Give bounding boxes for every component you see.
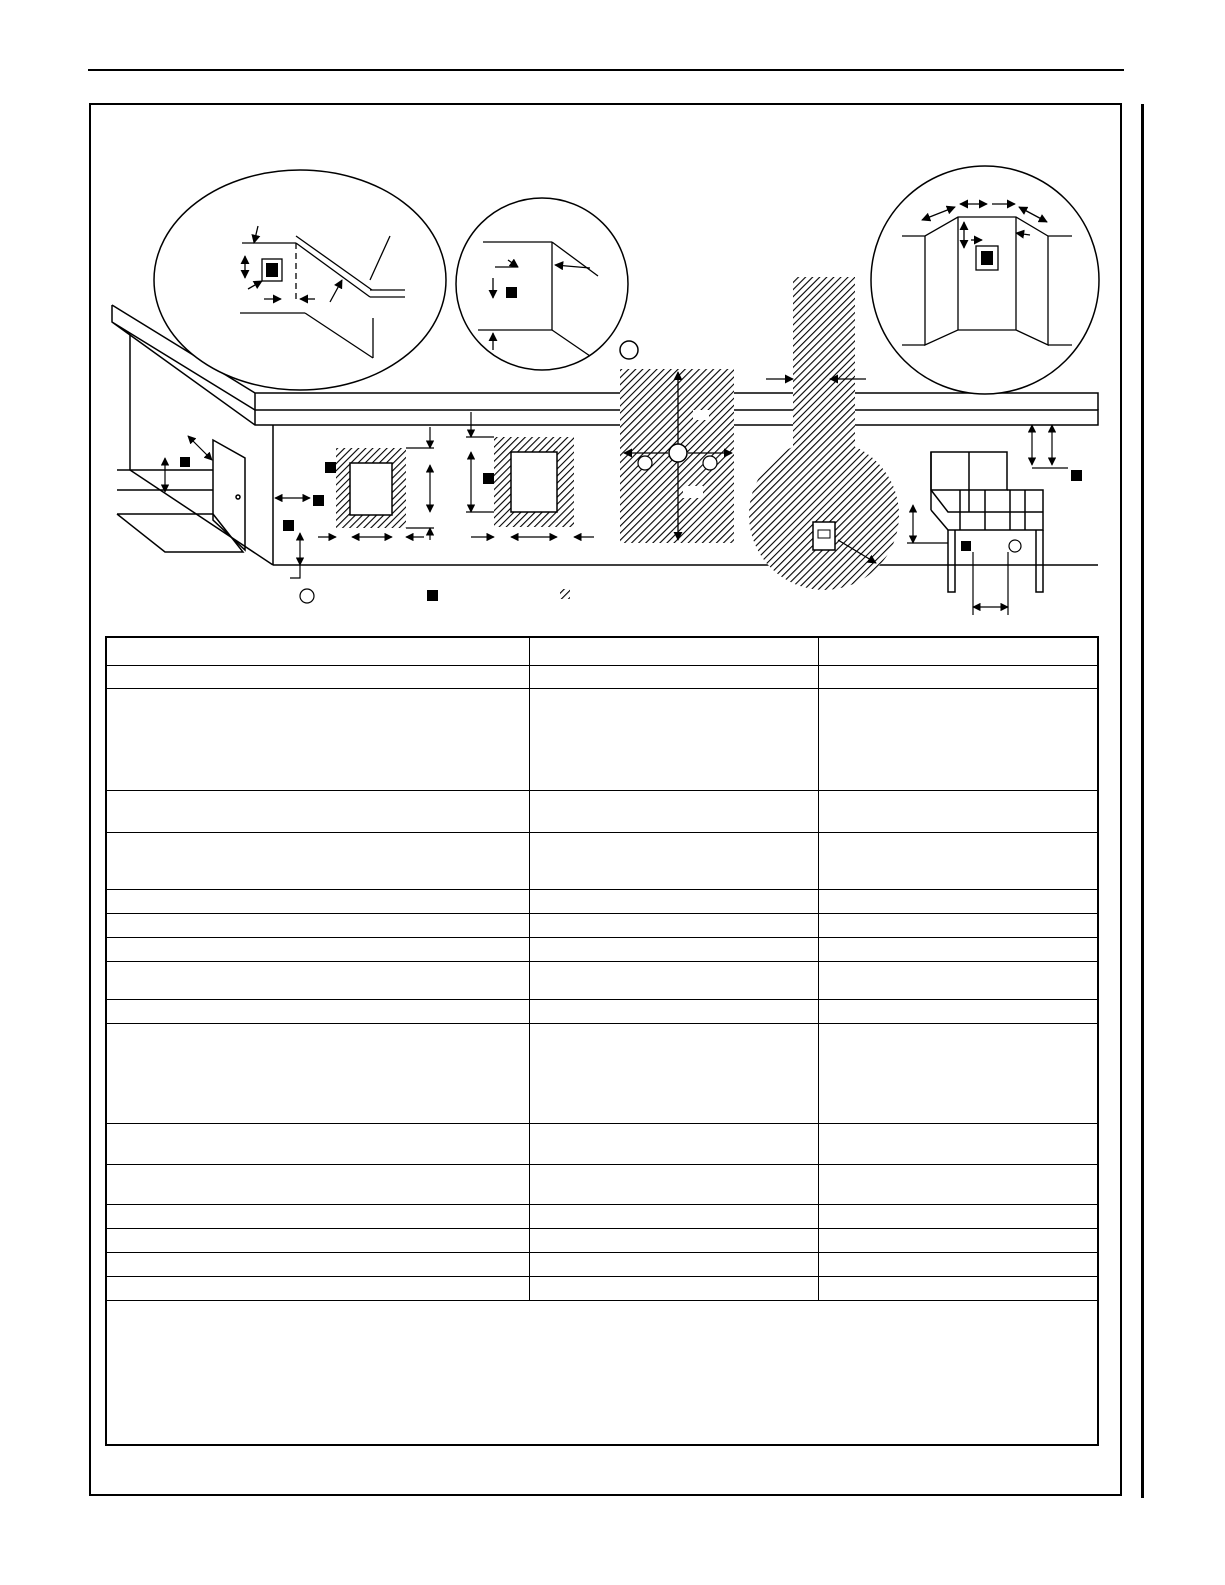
table-cell [107,1228,529,1252]
table-notes [107,1328,1097,1444]
table-cell [818,1276,1097,1300]
table-cell [107,1023,529,1123]
square-marker-corner [283,520,294,531]
table-row [107,1204,1097,1228]
table-row [107,1228,1097,1252]
circle-marker-meter [620,341,638,359]
inside-corner-detail-bubble [456,198,628,370]
table-cell [818,665,1097,688]
table-cell [107,913,529,937]
table-cell [818,1204,1097,1228]
table-cell [529,832,818,889]
table-row [107,1252,1097,1276]
table-row [107,688,1097,790]
table-cell [107,999,529,1023]
table-row [107,913,1097,937]
table-cell [529,1228,818,1252]
table-cell [529,913,818,937]
table-cell [107,961,529,999]
table-cell [107,937,529,961]
table-cell [107,1252,529,1276]
recess-vent-icon [976,246,998,270]
table-row [107,1164,1097,1204]
legend [300,589,570,603]
table-row [107,961,1097,999]
meter-label-gap-1 [693,410,709,420]
table-cell [529,665,818,688]
table-cell [818,790,1097,832]
deck [931,452,1043,592]
table-cell [529,1123,818,1164]
table-row [107,937,1097,961]
window-2 [511,452,557,512]
table-cell [107,889,529,913]
legend-circle-symbol [300,589,314,603]
table-cell [107,1123,529,1164]
table-cell [818,913,1097,937]
table-row [107,1276,1097,1300]
table-cell [107,688,529,790]
table-cell [529,790,818,832]
table-row [107,889,1097,913]
table-cell [529,1023,818,1123]
table-header-row [107,638,1097,665]
table-cell [818,889,1097,913]
soffit-detail-bubble [154,170,446,390]
clearance-table-frame [105,636,1099,1446]
table-row [107,832,1097,889]
circle-marker-deck [1009,540,1021,552]
square-marker-inside-corner [506,287,517,298]
table-cell [818,999,1097,1023]
table-cell [818,937,1097,961]
table-cell [818,688,1097,790]
soffit-vent-icon [262,259,282,281]
table-cell [529,937,818,961]
table-cell [107,832,529,889]
table-header-cell [529,638,818,665]
square-marker-window-1 [325,462,336,473]
square-marker-deck [961,541,971,551]
window-1 [350,463,392,515]
meter-label-gap-2 [683,486,703,498]
square-marker-door [180,457,190,467]
table-cell [818,1123,1097,1164]
table-cell [529,1276,818,1300]
clearance-table [107,638,1097,1301]
table-row [107,1123,1097,1164]
table-cell [529,889,818,913]
table-cell [529,1252,818,1276]
table-row [107,1023,1097,1123]
table-cell [107,1276,529,1300]
table-cell [529,1164,818,1204]
circle-marker-left [638,456,652,470]
table-cell [107,665,529,688]
recess-detail-bubble [871,166,1099,394]
circle-marker-regulator [669,444,687,462]
legend-hatch-symbol [560,589,570,599]
table-row [107,999,1097,1023]
circle-marker-right [703,456,717,470]
legend-square-symbol [427,590,438,601]
table-cell [818,832,1097,889]
table-header-cell [107,638,529,665]
table-cell [818,961,1097,999]
table-header-cell [818,638,1097,665]
table-row [107,665,1097,688]
square-marker-window-2 [483,473,494,484]
table-cell [529,688,818,790]
vent-terminal-icon [813,522,835,550]
table-cell [107,790,529,832]
square-marker-eave [1071,470,1082,481]
table-cell [818,1023,1097,1123]
table-row [107,790,1097,832]
table-cell [529,999,818,1023]
table-cell [529,961,818,999]
table-cell [818,1164,1097,1204]
table-cell [818,1228,1097,1252]
table-cell [107,1164,529,1204]
square-marker-wall [313,495,324,506]
table-cell [107,1204,529,1228]
vent-clearance-diagram [0,0,1225,640]
wall-corner-arrows [275,498,310,578]
table-cell [529,1204,818,1228]
table-cell [818,1252,1097,1276]
